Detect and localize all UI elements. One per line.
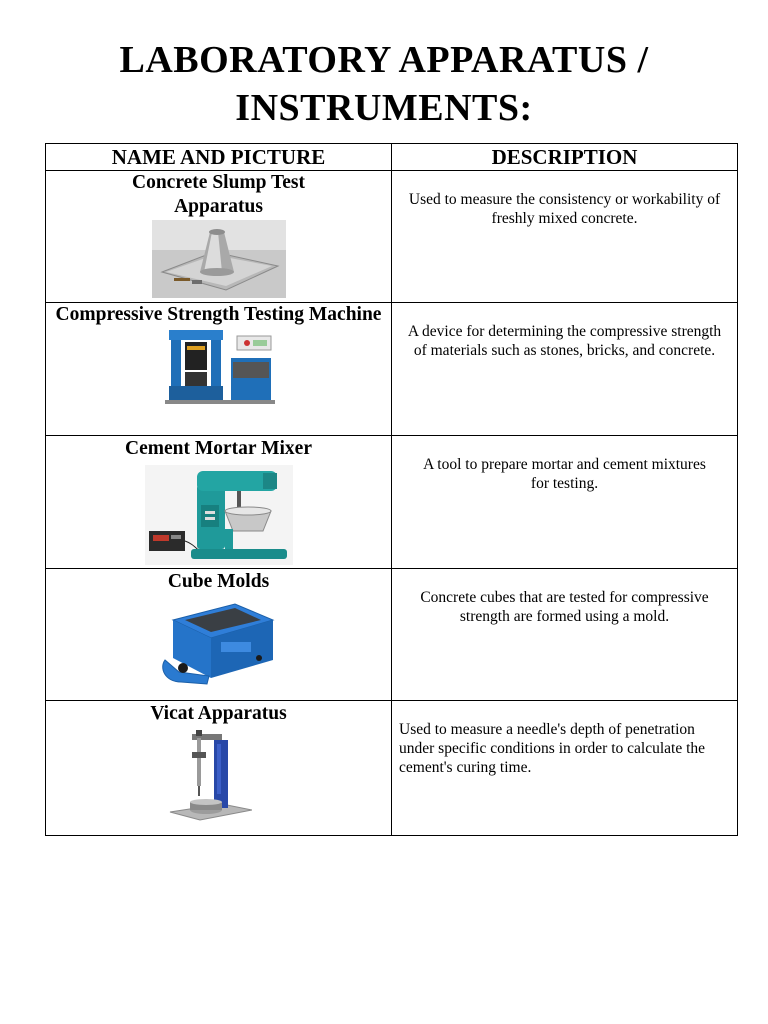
apparatus-name: Cube Molds — [167, 571, 270, 592]
apparatus-name: Compressive Strength Testing Machine — [55, 304, 382, 325]
apparatus-name: Vicat Apparatus — [150, 703, 287, 724]
apparatus-description: Used to measure a needle's depth of penetration under specific conditions in order to calculate the cement's curing time. — [399, 721, 706, 776]
table-row — [46, 303, 738, 436]
table-row — [46, 171, 738, 303]
apparatus-name: Concrete Slump Test Apparatus — [132, 172, 305, 217]
name-cell — [46, 569, 392, 701]
apparatus-table — [45, 143, 738, 836]
mortar-mixer-icon — [145, 465, 293, 565]
compression-machine-icon — [149, 328, 289, 406]
name-column-header: NAME AND PICTURE — [46, 144, 392, 171]
vicat-apparatus-icon — [168, 730, 252, 826]
table-row — [46, 701, 738, 836]
apparatus-description: Concrete cubes that are tested for compressive strength are formed using a mold. — [420, 589, 709, 625]
cube-mold-icon — [159, 598, 279, 690]
name-cell — [46, 436, 392, 569]
apparatus-description: A device for determining the compressive strength of materials such as stones, bricks, and concrete. — [407, 323, 722, 359]
title-line-2: INSTRUMENTS: — [235, 87, 533, 129]
page-title — [0, 36, 768, 132]
description-cell — [392, 569, 738, 701]
apparatus-description: A tool to prepare mortar and cement mixtures for testing. — [423, 456, 706, 492]
apparatus-name: Cement Mortar Mixer — [125, 438, 312, 459]
header-row — [46, 144, 738, 171]
title-line-1: LABORATORY APPARATUS / — [119, 39, 649, 81]
table-row — [46, 436, 738, 569]
description-cell — [392, 436, 738, 569]
name-cell — [46, 701, 392, 836]
description-column-header: DESCRIPTION — [392, 144, 738, 171]
name-cell — [46, 303, 392, 436]
description-cell — [392, 303, 738, 436]
description-cell — [392, 701, 738, 836]
apparatus-description: Used to measure the consistency or workability of freshly mixed concrete. — [408, 191, 721, 227]
table-row — [46, 569, 738, 701]
description-cell — [392, 171, 738, 303]
name-cell — [46, 171, 392, 303]
slump-cone-icon — [152, 220, 286, 298]
